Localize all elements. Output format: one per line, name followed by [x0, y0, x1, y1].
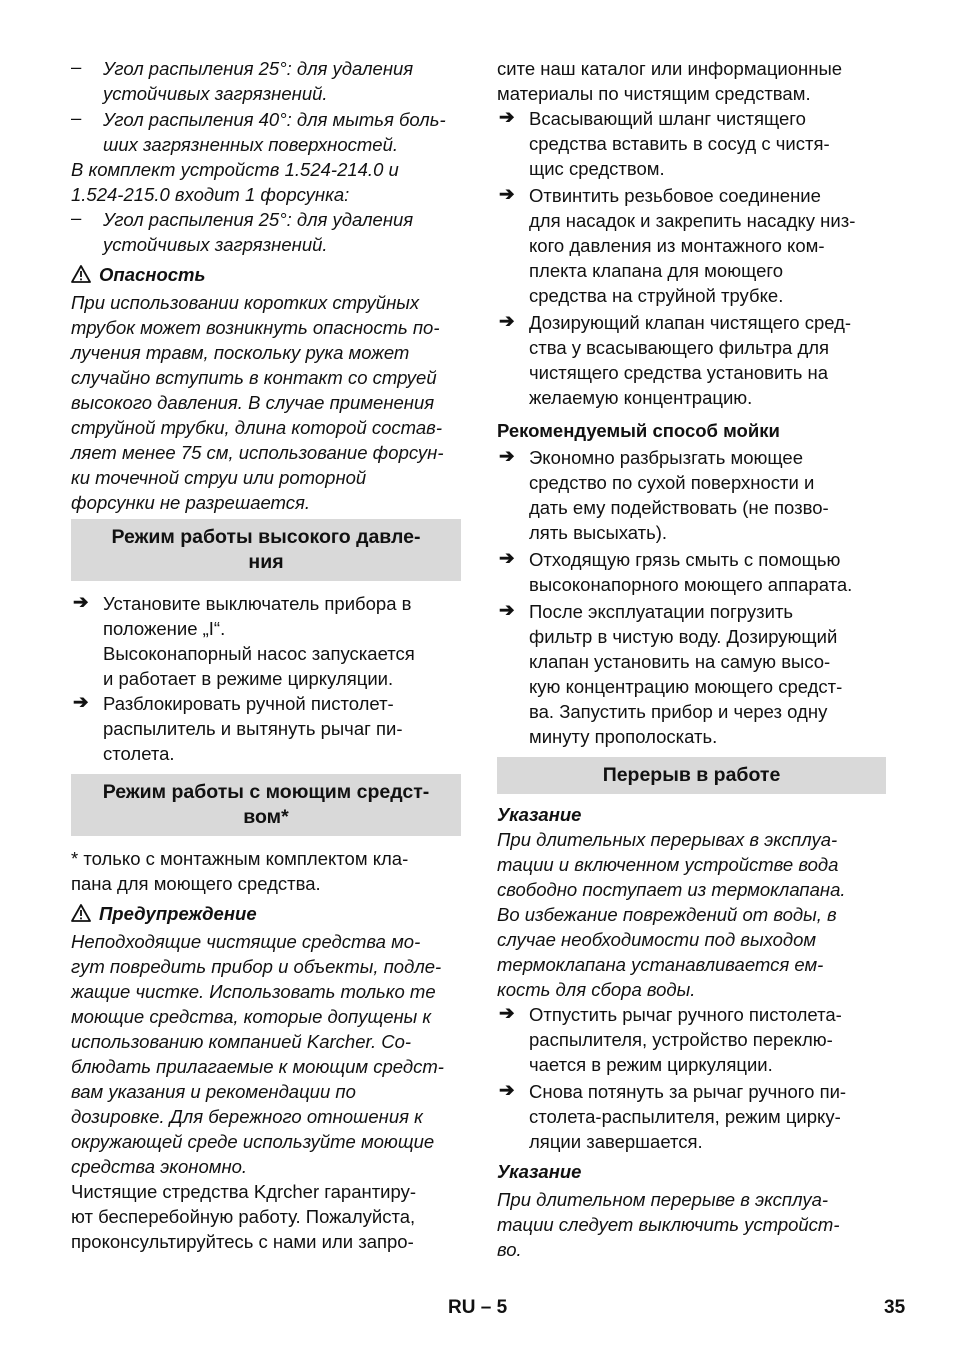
note-heading: Указание	[497, 1161, 582, 1182]
warning-text-line: Неподходящие чистящие средства мо-	[71, 931, 421, 952]
danger-text	[71, 290, 461, 515]
list-item-text: устойчивых загрязнений.	[103, 83, 328, 104]
step-text: минуту прополоскать.	[529, 726, 718, 747]
step-text: для насадок и закрепить насадку низ-	[529, 210, 856, 231]
arrow-icon: ➔	[499, 547, 515, 568]
step-text: Снова потянуть за рычаг ручного пи-	[529, 1081, 847, 1102]
danger-text-line: струйной трубки, длина которой состав-	[71, 417, 442, 438]
step-text: средства на струйной трубке.	[529, 285, 784, 306]
danger-text-line: трубок может возникнуть опасность по-	[71, 317, 440, 338]
method-step-spray	[497, 445, 886, 545]
note-text	[497, 1187, 886, 1262]
warning-text-line: окружающей среде используйте моющие	[71, 1131, 435, 1152]
section-heading-line: Перерыв в работе	[602, 764, 781, 786]
list-item-text: Угол распыления 25°: для удаления	[103, 58, 414, 79]
section-heading-line: Режим работы высокого давле-	[111, 526, 421, 548]
warning-text-line: блюдать прилагаемые к моющим средст-	[71, 1056, 444, 1077]
warning-text-line: гут повредить прибор и объекты, подле-	[71, 956, 442, 977]
warning-text-line: дозировке. Для бережного отношения к	[71, 1106, 423, 1127]
section-heading-break	[497, 757, 886, 794]
body-text-line: проконсультируйтесь с нами или запро-	[71, 1231, 414, 1252]
step-text: чается в режим циркуляции.	[529, 1054, 773, 1075]
step-result-text: Высоконапорный насос запускается	[103, 643, 415, 664]
danger-text-line: случайно вступить в контакт со струей	[71, 367, 437, 388]
note-text-line: При длительном перерыве в эксплуа-	[497, 1189, 829, 1210]
step-text: средство по сухой поверхности и	[529, 472, 815, 493]
step-switch-on	[71, 591, 461, 641]
list-item-text: Угол распыления 40°: для мытья боль-	[103, 109, 446, 130]
section-heading-line: ния	[248, 551, 284, 573]
step-text: ва. Запустить прибор и через одну	[529, 701, 828, 722]
body-text-line: сите наш каталог или информационные	[497, 58, 843, 79]
page-number: 35	[884, 1297, 906, 1318]
footnote-line: * только с монтажным комплектом кла-	[71, 848, 409, 869]
warning-text-line: средства экономно.	[71, 1156, 248, 1177]
step-text: Отпустить рычаг ручного пистолета-	[529, 1004, 842, 1025]
note-text-line: тации следует выключить устройст-	[497, 1214, 840, 1235]
danger-heading	[71, 262, 461, 287]
list-item-text: Угол распыления 25°: для удаления	[103, 209, 414, 230]
warning-triangle-icon	[71, 904, 91, 922]
note-text-line: во.	[497, 1239, 522, 1260]
step-text: желаемую концентрацию.	[529, 387, 753, 408]
break-step-pull	[497, 1079, 886, 1154]
arrow-icon: ➔	[499, 1079, 515, 1100]
step-text: клапан установить на самую высо-	[529, 651, 831, 672]
kaercher-text	[71, 1179, 461, 1254]
detergent-footnote	[71, 846, 461, 896]
note-text-line: При длительных перерывах в эксплуа-	[497, 829, 838, 850]
step-nozzle	[497, 183, 886, 308]
left-column	[71, 56, 461, 1254]
arrow-icon: ➔	[499, 106, 515, 127]
warning-title: Предупреждение	[99, 903, 257, 924]
method-heading: Рекомендуемый способ мойки	[497, 420, 780, 441]
danger-text-line: форсунки не разрешается.	[71, 492, 311, 513]
note-text-line: тации и включенном устройстве вода	[497, 854, 839, 875]
warning-text	[71, 929, 461, 1179]
method-step-filter	[497, 599, 886, 749]
danger-text-line: ки точечной струи или роторной	[71, 467, 367, 488]
step-text: средства вставить в сосуд с чистя-	[529, 133, 830, 154]
danger-text-line: высокого давления. В случае применения	[71, 392, 435, 413]
note-text-line: случае необходимости под выходом	[497, 929, 817, 950]
arrow-icon: ➔	[73, 691, 89, 712]
note-text-line: термоклапана устанавливается ем-	[497, 954, 824, 975]
step-text: Разблокировать ручной пистолет-	[103, 693, 394, 714]
right-column	[497, 56, 886, 1262]
kit-text: 1.524-215.0 входит 1 форсунка:	[71, 184, 350, 205]
warning-text-line: жащие чистке. Использовать только те	[71, 981, 436, 1002]
arrow-icon: ➔	[73, 591, 89, 612]
section-heading-line: Режим работы с моющим средст-	[102, 781, 430, 803]
step-text: чистящего средства установить на	[529, 362, 829, 383]
arrow-icon: ➔	[499, 599, 515, 620]
step-text: кого давления из монтажного ком-	[529, 235, 825, 256]
list-item-text: устойчивых загрязнений.	[103, 234, 328, 255]
continued-text	[497, 56, 886, 106]
step-text: ляции завершается.	[529, 1131, 703, 1152]
break-step-release	[497, 1002, 886, 1077]
step-suction-hose	[497, 106, 886, 181]
warning-text-line: моющие средства, которые допущены к	[71, 1006, 432, 1027]
danger-text-line: При использовании коротких струйных	[71, 292, 420, 313]
step-text: Установите выключатель прибора в	[103, 593, 412, 614]
body-text-line: Чистящие стредства Kдrcher гарантиру-	[71, 1181, 416, 1202]
warning-text-line: вам указания и рекомендации по	[71, 1081, 356, 1102]
list-item-angle25	[71, 56, 461, 106]
list-item-angle25-kit	[71, 207, 461, 257]
step-dosing-valve	[497, 310, 886, 410]
arrow-icon: ➔	[499, 183, 515, 204]
step-text: лять высыхать).	[529, 522, 668, 543]
note-text-line: кость для сбора воды.	[497, 979, 696, 1000]
danger-text-line: ляет менее 75 см, использование форсун-	[71, 442, 444, 463]
step-text: дать ему подействовать (не позво-	[529, 497, 829, 518]
arrow-icon: ➔	[499, 1002, 515, 1023]
step-text: столета.	[103, 743, 175, 764]
step-text: Всасывающий шланг чистящего	[529, 108, 806, 129]
note-heading: Указание	[497, 804, 582, 825]
step-text: высоконапорного моющего аппарата.	[529, 574, 853, 595]
section-heading-detergent	[71, 774, 461, 836]
danger-text-line: лучения травм, поскольку рука может	[71, 342, 410, 363]
dash-marker: –	[71, 56, 82, 77]
note-text	[497, 827, 886, 1002]
step-text: ства у всасывающего фильтра для	[529, 337, 830, 358]
step-text: После эксплуатации погрузить	[529, 601, 794, 622]
dash-marker: –	[71, 207, 82, 228]
step-text: Экономно разбрызгать моющее	[529, 447, 804, 468]
dash-marker: –	[71, 107, 82, 128]
warning-heading	[71, 901, 461, 926]
warning-text-line: использованию компанией Karcher. Со-	[71, 1031, 412, 1052]
method-step-rinse	[497, 547, 886, 597]
step-text: Отвинтить резьбовое соединение	[529, 185, 821, 206]
arrow-icon: ➔	[499, 310, 515, 331]
step-unlock-gun	[71, 691, 461, 766]
section-heading-line: вом*	[243, 806, 289, 828]
footnote-line: пана для моющего средства.	[71, 873, 321, 894]
list-item-angle40	[71, 107, 461, 157]
step-text: Дозирующий клапан чистящего сред-	[529, 312, 852, 333]
list-item-text: ших загрязненных поверхностей.	[103, 134, 399, 155]
body-text-line: материалы по чистящим средствам.	[497, 83, 811, 104]
step-text: распылителя, устройство переклю-	[529, 1029, 833, 1050]
step-text: столета-распылителя, режим цирку-	[529, 1106, 841, 1127]
step-result	[71, 641, 461, 691]
section-heading-high-pressure	[71, 519, 461, 581]
step-text: плекта клапана для моющего	[529, 260, 783, 281]
step-result-text: и работает в режиме циркуляции.	[103, 668, 394, 689]
note-text-line: свободно поступает из термоклапана.	[497, 879, 846, 900]
step-text: щис средством.	[529, 158, 665, 179]
danger-title: Опасность	[99, 264, 206, 285]
warning-triangle-icon	[71, 265, 91, 283]
section-page-label: RU – 5	[448, 1297, 508, 1318]
note-text-line: Во избежание повреждений от воды, в	[497, 904, 837, 925]
step-text: положение „I“.	[103, 618, 226, 639]
step-text: распылитель и вытянуть рычаг пи-	[103, 718, 403, 739]
kit-text: В комплект устройств 1.524-214.0 и	[71, 159, 399, 180]
body-text-line: ют бесперебойную работу. Пожалуйста,	[71, 1206, 416, 1227]
step-text: Отходящую грязь смыть с помощью	[529, 549, 841, 570]
step-text: фильтр в чистую воду. Дозирующий	[529, 626, 838, 647]
step-text: кую концентрацию моющего средст-	[529, 676, 843, 697]
arrow-icon: ➔	[499, 445, 515, 466]
